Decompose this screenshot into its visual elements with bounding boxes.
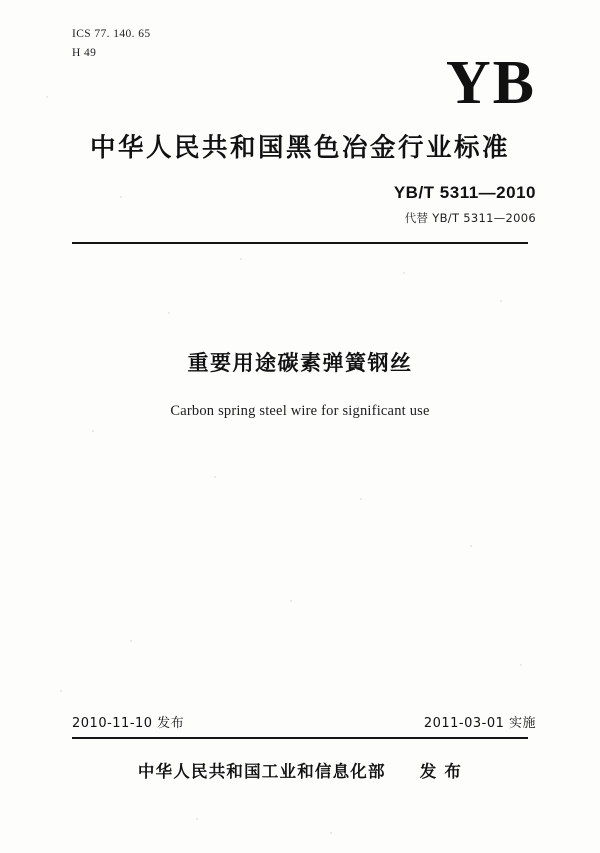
standard-series-title: 中华人民共和国黑色冶金行业标准 [89,133,510,163]
scan-speckle [214,476,216,478]
scan-speckle [403,272,405,274]
scan-speckle [168,312,170,314]
scan-speckle [60,690,62,692]
yb-logo: YB [445,49,536,117]
scan-speckle [360,498,362,500]
top-divider [72,242,528,244]
scan-speckle [330,832,332,834]
scan-speckle [92,430,94,432]
scan-speckle [520,664,522,666]
classification-code: H 49 [72,47,97,59]
scan-speckle [500,300,502,302]
implement-date: 2011-03-01 实施 [423,716,536,731]
replaces-standard: 代替 YB/T 5311—2006 [404,211,536,225]
scan-speckle [290,600,292,602]
bottom-divider [72,737,528,739]
ics-classification-block [72,25,151,63]
scan-speckle [470,545,472,547]
scan-speckle [46,96,48,98]
document-title-en: Carbon spring steel wire for significant use [170,403,430,419]
issuer-row [0,758,600,782]
ics-code: ICS 77. 140. 65 [72,28,151,40]
standard-number: YB/T 5311—2010 [393,183,536,202]
issuer-name: 中华人民共和国工业和信息化部 [137,762,386,781]
document-title-cn: 重要用途碳素弹簧钢丝 [187,351,413,375]
scan-speckle [130,640,132,642]
scan-speckle [240,258,242,260]
scan-speckle [120,196,122,198]
issue-date: 2010-11-10 发布 [72,716,185,731]
issuer-action: 发 布 [419,762,463,781]
scan-speckle [196,818,198,820]
